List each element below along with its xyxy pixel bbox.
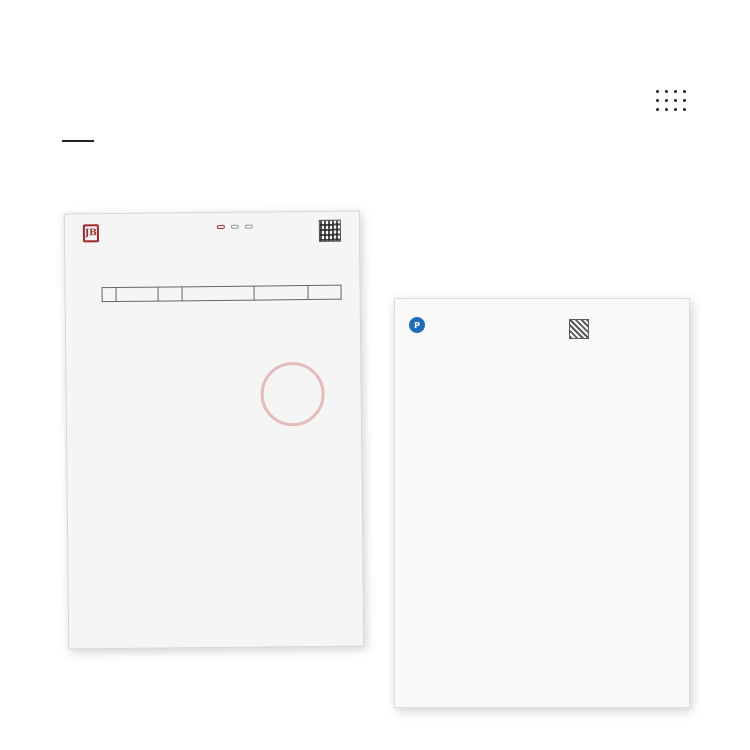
divider xyxy=(62,140,94,142)
col-header xyxy=(308,285,341,299)
col-header xyxy=(254,286,308,301)
cpic-logo xyxy=(409,317,429,333)
col-header xyxy=(158,287,183,301)
col-header xyxy=(102,288,117,302)
results-table xyxy=(101,285,341,303)
table-header-row xyxy=(102,285,341,302)
report-footer xyxy=(97,612,347,615)
inspection-report-document xyxy=(64,210,365,649)
cnas-badge-icon xyxy=(245,225,253,229)
insurance-policy-document xyxy=(394,298,690,708)
ilac-badge-icon xyxy=(231,225,239,229)
cert-badges xyxy=(217,225,253,229)
report-meta xyxy=(103,278,337,280)
col-header xyxy=(182,286,254,301)
red-seal-stamp xyxy=(260,362,325,427)
ma-badge-icon xyxy=(217,225,225,229)
dots-grid-icon xyxy=(656,90,690,116)
lab-logo-icon: JB xyxy=(83,224,99,242)
report-heading xyxy=(65,262,359,265)
col-header xyxy=(116,287,157,301)
signatures xyxy=(107,580,339,582)
qr-code-icon xyxy=(319,220,341,242)
report-org-title xyxy=(65,249,359,252)
lab-logo xyxy=(83,224,102,242)
qr-code-icon xyxy=(569,319,589,339)
cpic-logo-icon: P xyxy=(409,317,425,333)
